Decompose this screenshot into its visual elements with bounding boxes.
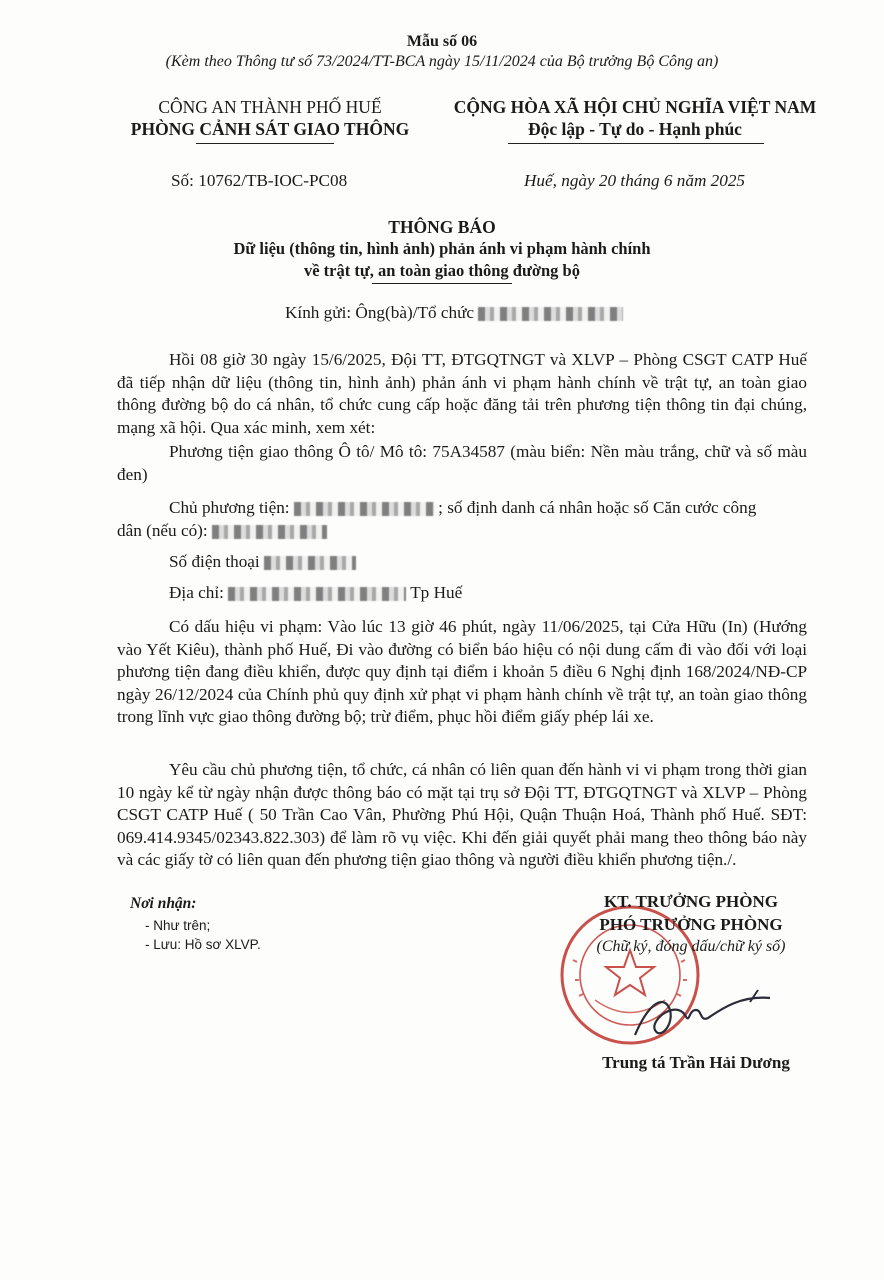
form-number: Mẫu số 06 xyxy=(406,33,478,50)
department-underline xyxy=(196,143,334,144)
signature-note: (Chữ ký, đóng dấu/chữ ký số) xyxy=(596,938,786,955)
phone-label: Số điện thoại xyxy=(169,552,260,571)
violation-paragraph xyxy=(117,616,807,729)
address-label: Địa chỉ: xyxy=(169,583,224,602)
signature-title-1: KT. TRƯỞNG PHÒNG xyxy=(604,892,778,911)
vehicle-text: Phương tiện giao thông Ô tô/ Mô tô: 75A34587 (màu biển: Nền màu trắng, chữ và số màu đen) xyxy=(117,442,807,484)
intro-text: Hồi 08 giờ 30 ngày 15/6/2025, Đội TT, ĐTGQTNGT và XLVP – Phòng CSGT CATP Huế đã tiếp nhận dữ liệu (thông tin, hình ảnh) phản ánh vi phạm hành chính về trật tự, an toàn giao thông đường bộ do cá nhân, tổ chức cung cấp hoặc đăng tải trên phương tiện thông tin đại chúng, mạng xã hội. Qua xác minh, xem xét: xyxy=(117,350,807,437)
recipient-item: - Như trên; xyxy=(145,918,211,933)
recipient-line xyxy=(285,303,623,323)
request-text: Yêu cầu chủ phương tiện, tổ chức, cá nhân có liên quan đến hành vi vi phạm trong thời gian 10 ngày kể từ ngày nhận được thông báo có mặt tại trụ sở Đội TT, ĐTGQTNGT và XLVP – Phòng CSGT CATP Huế ( 50 Trần Cao Vân, Phường Phú Hội, Quận Thuận Hoá, Thành phố Huế. SĐT: 069.414.9345/02343.822.303) để làm rõ vụ việc. Khi đến giải quyết phải mang theo thông báo này và các giấy tờ có liên quan đến phương tiện giao thông và người điều khiển phương tiện./. xyxy=(117,760,807,869)
department-name: PHÒNG CẢNH SÁT GIAO THÔNG xyxy=(130,119,410,139)
recipient-item: - Lưu: Hồ sơ XLVP. xyxy=(145,937,261,952)
country-name: CỘNG HÒA XÃ HỘI CHỦ NGHĨA VIỆT NAM xyxy=(453,97,817,117)
vehicle-paragraph xyxy=(117,441,807,486)
violation-text: Có dấu hiệu vi phạm: Vào lúc 13 giờ 46 phút, ngày 11/06/2025, tại Cửa Hữu (In) (Hướng vào Yết Kiêu), thành phố Huế, Đi vào đường có biển báo hiệu có nội dung cấm đi vào đối với loại phương tiện đang điều khiển, được quy định tại điểm i khoản 5 điều 6 Nghị định 168/2024/NĐ-CP ngày 26/12/2024 của Chính phủ quy định xử phạt vi phạm hành chính về trật tự, an toàn giao thông trong lĩnh vực giao thông đường bộ; trừ điểm, phục hồi điểm giấy phép lái xe. xyxy=(117,617,807,726)
notice-subtitle-1: Dữ liệu (thông tin, hình ảnh) phản ánh vi phạm hành chính xyxy=(233,239,651,258)
phone-line xyxy=(169,552,356,572)
redacted-owner xyxy=(294,502,434,516)
owner-id-label-cont: dân (nếu có): xyxy=(117,521,208,540)
national-motto: Độc lập - Tự do - Hạnh phúc xyxy=(528,119,742,139)
handwritten-signature xyxy=(630,980,780,1050)
motto-underline xyxy=(508,143,764,144)
intro-paragraph xyxy=(117,349,807,439)
form-reference: (Kèm theo Thông tư số 73/2024/TT-BCA ngày 15/11/2024 của Bộ trưởng Bộ Công an) xyxy=(165,53,719,70)
recipient-label: Kính gửi: Ông(bà)/Tổ chức xyxy=(285,303,475,322)
request-paragraph xyxy=(117,759,807,872)
owner-line xyxy=(169,498,756,518)
subtitle-underline xyxy=(372,283,512,284)
signature-title-2: PHÓ TRƯỞNG PHÒNG xyxy=(599,915,783,934)
signer-name: Trung tá Trần Hải Dương xyxy=(602,1053,790,1072)
redacted-phone xyxy=(264,556,356,570)
address-line xyxy=(169,583,462,603)
address-city: Tp Huế xyxy=(410,583,463,602)
redacted-address xyxy=(228,587,406,601)
owner-label: Chủ phương tiện: xyxy=(169,498,290,517)
redacted-owner-id xyxy=(212,525,327,539)
place-date: Huế, ngày 20 tháng 6 năm 2025 xyxy=(524,171,746,190)
redacted-recipient xyxy=(478,307,623,321)
owner-id-label: ; số định danh cá nhân hoặc số Căn cước công xyxy=(438,498,757,517)
agency-name: CÔNG AN THÀNH PHỐ HUẾ xyxy=(158,97,382,117)
notice-title: THÔNG BÁO xyxy=(388,217,496,237)
document-number: Số: 10762/TB-IOC-PC08 xyxy=(171,171,348,190)
owner-id-line xyxy=(117,521,327,541)
recipients-label: Nơi nhận: xyxy=(130,895,197,912)
notice-subtitle-2: về trật tự, an toàn giao thông đường bộ xyxy=(303,261,580,280)
